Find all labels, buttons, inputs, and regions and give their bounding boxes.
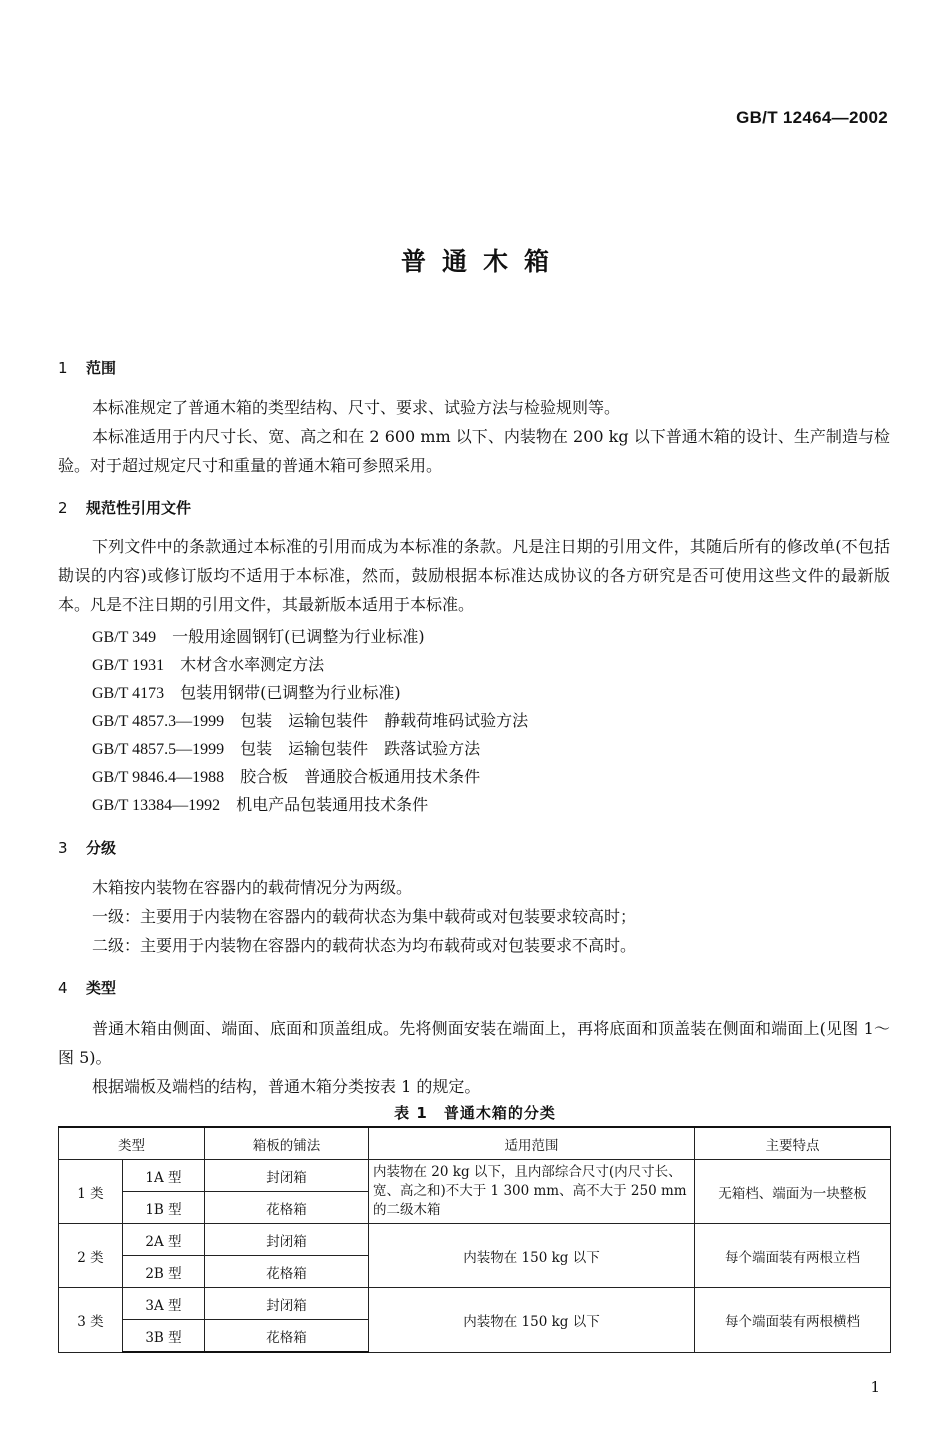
table-row	[59, 1224, 891, 1256]
section-2-heading	[58, 497, 191, 518]
subtype-cell: 1A 型	[123, 1160, 205, 1192]
section-4-title: 类型	[86, 979, 117, 997]
class-cell: 2 类	[59, 1224, 123, 1288]
grading-paragraph-1: 木箱按内装物在容器内的载荷情况分为两级。	[92, 878, 413, 897]
reference-title: 一般用途圆钢钉(已调整为行业标准)	[172, 627, 425, 646]
references-intro: 下列文件中的条款通过本标准的引用而成为本标准的条款。凡是注日期的引用文件，其随后所有的修改单(不包括勘误的内容)或修订版均不适用于本标准，然而，鼓励根据本标准达成协议的各方研究是否可使用这些文件的最新版本。凡是不注日期的引用文件，其最新版本适用于本标准。	[58, 537, 890, 614]
board-cell: 封闭箱	[205, 1224, 369, 1256]
reference-title: 包装 运输包装件 跌落试验方法	[240, 739, 481, 758]
reference-item	[92, 708, 528, 731]
subtype-cell: 3B 型	[123, 1320, 205, 1353]
section-4-heading	[58, 977, 116, 998]
reference-item	[92, 680, 401, 703]
board-cell: 花格箱	[205, 1256, 369, 1288]
table-header-row	[59, 1127, 891, 1160]
scope-paragraph-2: 本标准适用于内尺寸长、宽、高之和在 2 600 mm 以下、内装物在 200 kg 以下普通木箱的设计、生产制造与检验。对于超过规定尺寸和重量的普通木箱可参照采用。	[58, 427, 890, 475]
section-3-heading	[58, 837, 116, 858]
subtype-cell: 3A 型	[123, 1288, 205, 1320]
reference-item	[92, 736, 480, 759]
board-cell: 花格箱	[205, 1320, 369, 1353]
feature-cell: 每个端面装有两根横档	[695, 1288, 891, 1353]
subtype-cell: 2B 型	[123, 1256, 205, 1288]
table-caption: 表 1 普通木箱的分类	[394, 1104, 556, 1122]
scope-cell: 内装物在 150 kg 以下	[369, 1288, 695, 1353]
reference-item	[92, 792, 428, 815]
reference-code: GB/T 4173	[92, 685, 165, 702]
types-paragraph-1: 普通木箱由侧面、端面、底面和顶盖组成。先将侧面安装在端面上，再将底面和顶盖装在侧面和端面上(见图 1～图 5)。	[58, 1019, 890, 1067]
reference-title: 机电产品包装通用技术条件	[236, 795, 429, 814]
reference-code: GB/T 9846.4—1988	[92, 769, 225, 786]
scope-cell: 内装物在 20 kg 以下，且内部综合尺寸(内尺寸长、宽、高之和)不大于 1 300 mm、高不大于 250 mm 的二级木箱	[369, 1160, 695, 1224]
grading-paragraph-2: 一级：主要用于内装物在容器内的载荷状态为集中载荷或对包装要求较高时；	[92, 907, 637, 926]
section-1-number: 1	[58, 359, 68, 377]
table-row	[59, 1160, 891, 1192]
header-board: 箱板的铺法	[205, 1127, 369, 1160]
board-cell: 封闭箱	[205, 1288, 369, 1320]
section-4-number: 4	[58, 979, 68, 997]
types-paragraph-2: 根据端板及端档的结构，普通木箱分类按表 1 的规定。	[92, 1077, 481, 1096]
table-row	[59, 1288, 891, 1320]
header-scope: 适用范围	[369, 1127, 695, 1160]
subtype-cell: 2A 型	[123, 1224, 205, 1256]
reference-title: 胶合板 普通胶合板通用技术条件	[240, 767, 481, 786]
classification-table	[58, 1126, 891, 1353]
document-title: 普通木箱	[400, 247, 565, 276]
reference-title: 包装用钢带(已调整为行业标准)	[180, 683, 401, 702]
grading-paragraph-3: 二级：主要用于内装物在容器内的载荷状态为均布载荷或对包装要求不高时。	[92, 936, 637, 955]
section-3-number: 3	[58, 839, 68, 857]
reference-code: GB/T 13384—1992	[92, 797, 221, 814]
section-1-heading	[58, 357, 116, 378]
reference-code: GB/T 4857.5—1999	[92, 741, 225, 758]
header-feature: 主要特点	[695, 1127, 891, 1160]
feature-cell: 每个端面装有两根立档	[695, 1224, 891, 1288]
reference-code: GB/T 349	[92, 629, 157, 646]
section-3-title: 分级	[86, 839, 117, 857]
reference-title: 木材含水率测定方法	[180, 655, 325, 674]
reference-title: 包装 运输包装件 静载荷堆码试验方法	[240, 711, 529, 730]
subtype-cell: 1B 型	[123, 1192, 205, 1224]
board-cell: 花格箱	[205, 1192, 369, 1224]
standard-code: GB/T 12464—2002	[736, 108, 888, 127]
reference-code: GB/T 4857.3—1999	[92, 713, 225, 730]
class-cell: 1 类	[59, 1160, 123, 1224]
page-number: 1	[870, 1378, 880, 1396]
scope-paragraph-1: 本标准规定了普通木箱的类型结构、尺寸、要求、试验方法与检验规则等。	[92, 398, 621, 417]
section-1-title: 范围	[86, 359, 117, 377]
scope-cell: 内装物在 150 kg 以下	[369, 1224, 695, 1288]
section-2-title: 规范性引用文件	[86, 499, 192, 517]
reference-code: GB/T 1931	[92, 657, 165, 674]
reference-item	[92, 764, 480, 787]
reference-item	[92, 652, 324, 675]
reference-item	[92, 624, 425, 647]
class-cell: 3 类	[59, 1288, 123, 1353]
feature-cell: 无箱档、端面为一块整板	[695, 1160, 891, 1224]
board-cell: 封闭箱	[205, 1160, 369, 1192]
section-2-number: 2	[58, 499, 68, 517]
header-type: 类型	[59, 1127, 205, 1160]
